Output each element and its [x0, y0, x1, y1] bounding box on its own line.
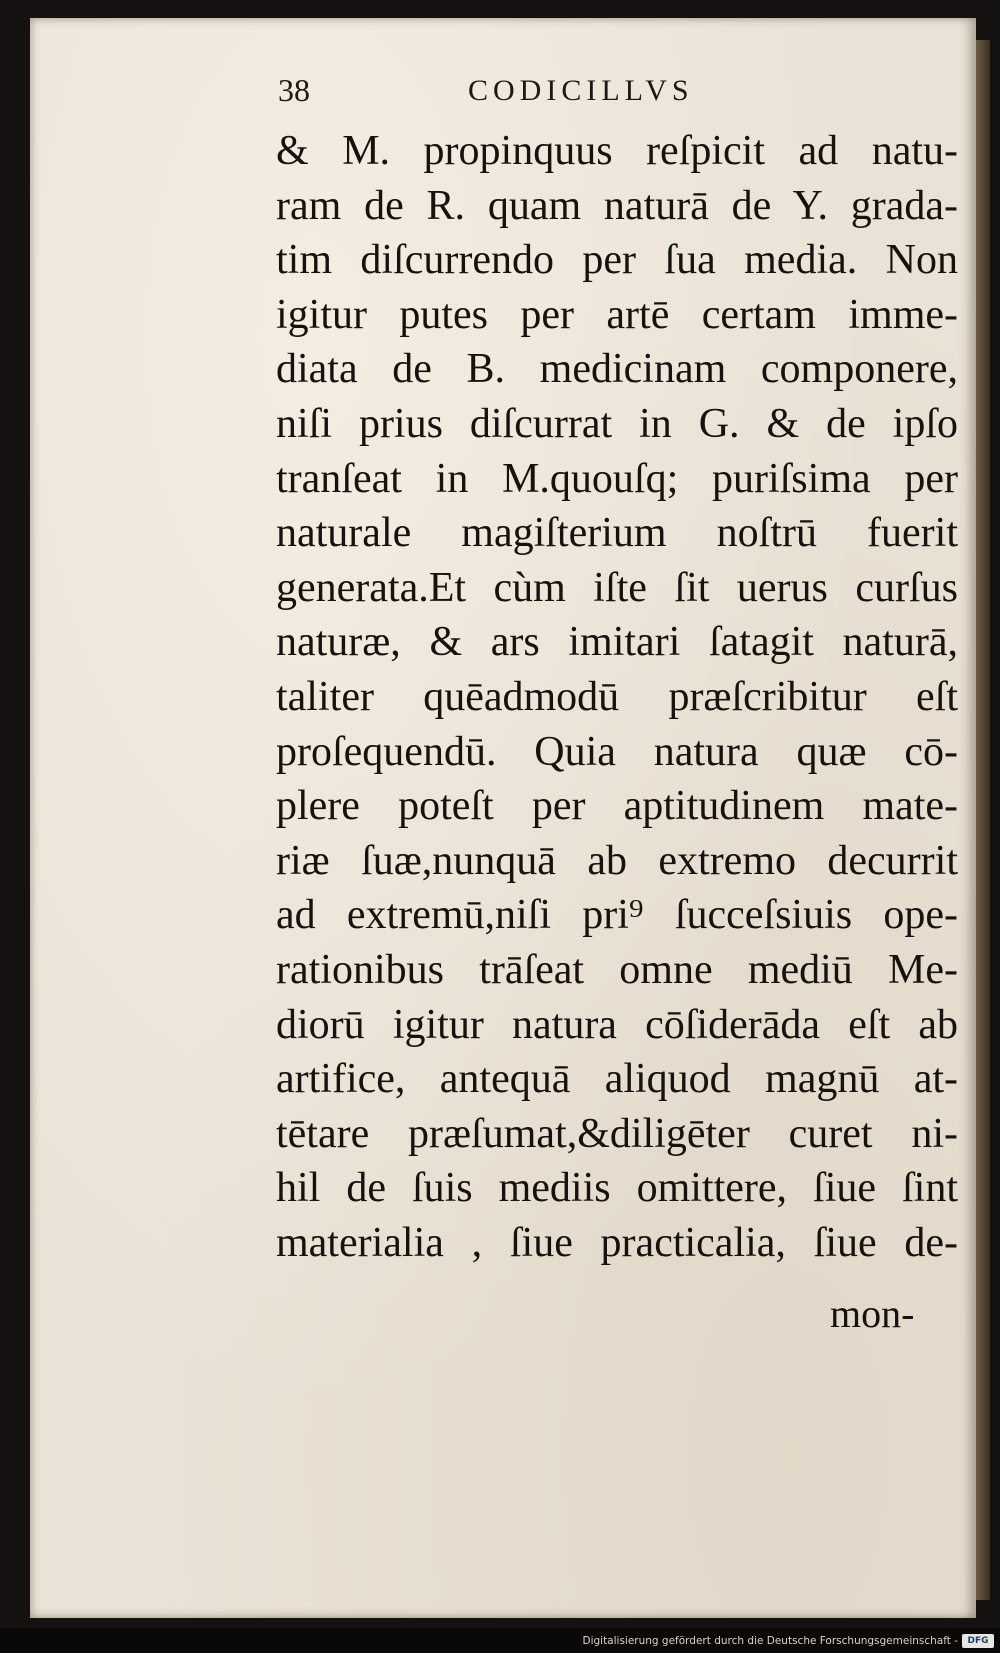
text-line: tētare præſumat,&diligēter curet ni- — [276, 1110, 958, 1157]
running-title: CODICILLVS — [468, 74, 694, 107]
text-line: taliter quēadmodū præſcribitur eſt — [276, 673, 958, 720]
text-line: artifice, antequā aliquod magnū at- — [276, 1056, 958, 1103]
text-line: naturæ, & ars imitari ſatagit naturā, — [276, 619, 958, 666]
running-head — [248, 72, 768, 116]
text-line: generata.Et cùm iſte ſit uerus curſus — [276, 564, 958, 611]
text-line: diata de B. medicinam componere, — [276, 346, 958, 393]
text-line: tim diſcurrendo per ſua media. Non — [276, 237, 958, 284]
text-line: niſi prius diſcurrat in G. & de ipſo — [276, 400, 958, 447]
page-number: 38 — [278, 72, 310, 108]
text-line: ad extremū,niſi pri⁹ ſucceſsiuis ope- — [276, 892, 958, 939]
catchword: mon- — [830, 1291, 915, 1336]
dfg-logo: DFG — [962, 1634, 994, 1648]
text-line: & M. propinquus reſpicit ad natu- — [276, 128, 958, 174]
text-line: naturale magiſterium noſtrū fuerit — [276, 510, 958, 557]
text-line: hil de ſuis mediis omittere, ſiue ſint — [276, 1165, 958, 1212]
digitization-credit: Digitalisierung gefördert durch die Deutsche Forschungsgemeinschaft - — [582, 1635, 958, 1647]
text-line: igitur putes per artē certam imme- — [276, 291, 958, 338]
body-text — [276, 124, 958, 1270]
text-line: materialia , ſiue practicalia, ſiue de- — [276, 1219, 958, 1266]
text-line: riæ ſuæ,nunquā ab extremo decurrit — [276, 837, 958, 884]
text-line: plere poteſt per aptitudinem mate- — [276, 783, 958, 830]
text-line: tranſeat in M.quouſq; puriſsima per — [276, 455, 958, 502]
text-line: rationibus trāſeat omne mediū Me- — [276, 946, 958, 993]
text-line: ram de R. quam naturā de Y. grada- — [276, 182, 958, 229]
text-line: diorū igitur natura cōſiderāda eſt ab — [276, 1001, 958, 1048]
text-line: proſequendū. Quia natura quæ cō- — [276, 728, 958, 775]
